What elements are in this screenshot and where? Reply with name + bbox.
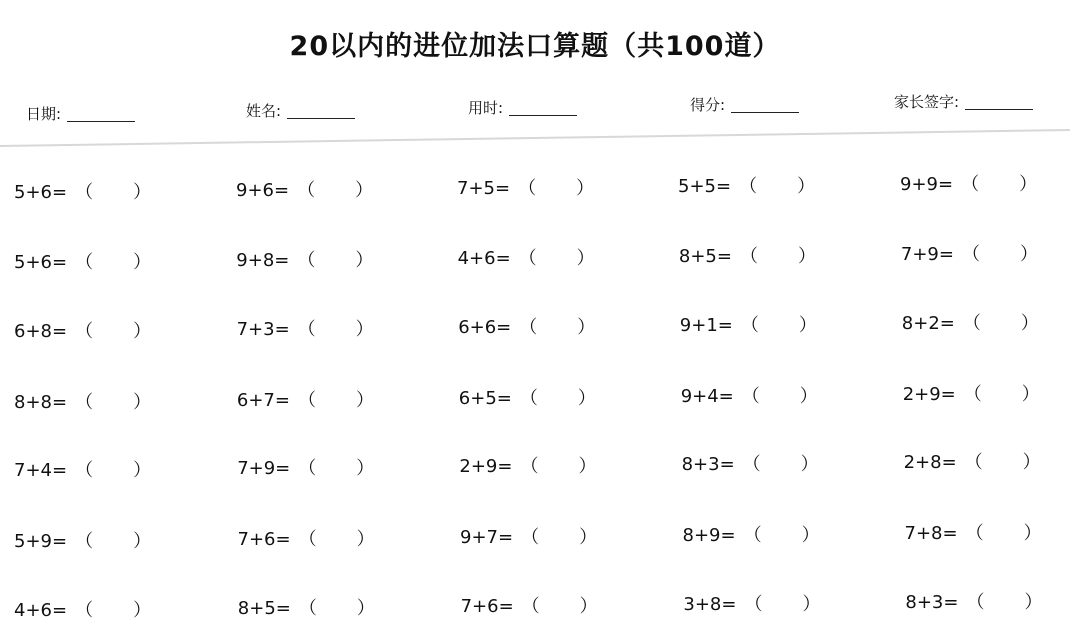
problem-expression: 8+3=: [905, 592, 959, 613]
problem-expression: 7+8=: [904, 523, 958, 544]
answer-paren-open[interactable]: （: [964, 452, 983, 473]
answer-paren-close: ）: [1024, 592, 1043, 613]
problem-expression: 5+9=: [14, 531, 68, 552]
problem-expression: 9+1=: [679, 315, 733, 336]
time-used-label: 用时:: [468, 99, 504, 117]
answer-paren-open[interactable]: （: [518, 248, 537, 269]
answer-paren-close: ）: [1020, 313, 1039, 334]
page-title: 20以内的进位加法口算题（共100道）: [289, 31, 781, 62]
answer-paren-open[interactable]: （: [740, 315, 759, 336]
problem-expression: 7+3=: [236, 319, 290, 340]
answer-paren-open[interactable]: （: [965, 523, 984, 544]
problem-item: [682, 450, 819, 476]
problem-item: [678, 172, 815, 198]
problem-expression: 4+6=: [457, 248, 511, 269]
problem-item: [457, 174, 594, 200]
answer-paren-close: ）: [133, 460, 152, 481]
problem-item: [904, 448, 1041, 474]
problem-item: [14, 596, 151, 622]
answer-paren-open[interactable]: （: [297, 250, 316, 271]
parent-signature-blank[interactable]: [965, 109, 1033, 110]
score-label: 得分:: [690, 96, 726, 114]
problem-item: [236, 176, 373, 202]
date-field: [26, 103, 135, 124]
answer-paren-open[interactable]: （: [519, 388, 538, 409]
problem-expression: 8+9=: [682, 525, 736, 546]
answer-paren-open[interactable]: （: [75, 460, 94, 481]
answer-paren-close: ）: [797, 246, 816, 267]
problem-expression: 8+5=: [237, 598, 291, 619]
answer-paren-open[interactable]: （: [75, 531, 94, 552]
time-used-field: [468, 97, 577, 118]
problem-expression: 6+6=: [458, 317, 512, 338]
problem-item: [905, 519, 1042, 545]
problem-expression: 8+3=: [681, 454, 735, 475]
problem-item: [236, 246, 373, 272]
answer-paren-close: ）: [800, 454, 819, 475]
answer-paren-close: ）: [801, 525, 820, 546]
answer-paren-close: ）: [356, 598, 375, 619]
answer-paren-open[interactable]: （: [743, 525, 762, 546]
problem-item: [14, 317, 151, 343]
problem-expression: 2+9=: [459, 456, 513, 477]
problem-item: [681, 382, 818, 408]
answer-paren-open[interactable]: （: [744, 594, 763, 615]
problem-expression: 9+9=: [900, 174, 954, 195]
answer-paren-close: ）: [355, 250, 374, 271]
problem-expression: 5+6=: [14, 252, 68, 273]
name-field: [246, 100, 355, 121]
problem-expression: 7+5=: [457, 178, 511, 199]
answer-paren-close: ）: [576, 178, 595, 199]
answer-paren-close: ）: [1019, 174, 1038, 195]
answer-paren-open[interactable]: （: [297, 319, 316, 340]
problem-expression: 9+7=: [460, 527, 514, 548]
problem-item: [900, 170, 1037, 196]
problem-expression: 3+8=: [683, 594, 737, 615]
answer-paren-open[interactable]: （: [521, 527, 540, 548]
answer-paren-close: ）: [133, 182, 152, 203]
parent-signature-label: 家长签字:: [894, 93, 960, 111]
problem-item: [683, 590, 820, 616]
answer-paren-open[interactable]: （: [520, 456, 539, 477]
answer-paren-close: ）: [133, 321, 152, 342]
answer-paren-close: ）: [355, 180, 374, 201]
problem-item: [903, 380, 1040, 406]
answer-paren-close: ）: [798, 315, 817, 336]
problem-expression: 8+2=: [901, 313, 955, 334]
answer-paren-open[interactable]: （: [742, 454, 761, 475]
answer-paren-open[interactable]: （: [519, 317, 538, 338]
problem-item: [458, 244, 595, 270]
answer-paren-open[interactable]: （: [75, 182, 94, 203]
answer-paren-open[interactable]: （: [963, 384, 982, 405]
problem-expression: 6+7=: [236, 390, 290, 411]
problem-expression: 9+8=: [236, 250, 290, 271]
date-label: 日期:: [26, 105, 62, 123]
answer-paren-open[interactable]: （: [518, 178, 537, 199]
answer-paren-close: ）: [1021, 384, 1040, 405]
answer-paren-open[interactable]: （: [961, 244, 980, 265]
problem-expression: 5+6=: [14, 182, 68, 203]
answer-paren-close: ）: [578, 456, 597, 477]
problem-item: [14, 178, 151, 204]
problem-expression: 9+6=: [236, 180, 290, 201]
problem-expression: 7+4=: [14, 460, 68, 481]
problem-item: [461, 592, 598, 618]
problem-expression: 8+8=: [14, 392, 68, 413]
answer-paren-close: ）: [356, 529, 375, 550]
problem-expression: 9+4=: [680, 386, 734, 407]
answer-paren-open[interactable]: （: [739, 246, 758, 267]
answer-paren-open[interactable]: （: [741, 386, 760, 407]
problem-item: [14, 527, 151, 553]
problem-item: [14, 248, 151, 274]
problem-item: [14, 456, 151, 482]
answer-paren-close: ）: [802, 594, 821, 615]
problem-item: [458, 313, 595, 339]
header-divider: [0, 128, 1070, 150]
answer-paren-open[interactable]: （: [298, 529, 317, 550]
problem-expression: 7+9=: [237, 458, 291, 479]
problem-item: [901, 240, 1038, 266]
problem-expression: 6+8=: [14, 321, 68, 342]
problem-item: [460, 523, 597, 549]
problem-expression: 7+6=: [237, 529, 291, 550]
answer-paren-close: ）: [133, 252, 152, 273]
answer-paren-close: ）: [133, 600, 152, 621]
answer-paren-close: ）: [355, 319, 374, 340]
answer-paren-close: ）: [356, 458, 375, 479]
problem-item: [237, 315, 374, 341]
answer-paren-close: ）: [577, 317, 596, 338]
problem-expression: 7+6=: [460, 596, 514, 617]
answer-paren-open[interactable]: （: [297, 390, 316, 411]
problem-item: [679, 242, 816, 268]
problem-item: [14, 388, 151, 414]
problem-expression: 4+6=: [14, 600, 68, 621]
score-field: [690, 94, 799, 115]
date-blank[interactable]: [67, 121, 135, 122]
answer-paren-open[interactable]: （: [298, 598, 317, 619]
problem-item: [238, 594, 375, 620]
answer-paren-open[interactable]: （: [739, 176, 758, 197]
answer-paren-close: ）: [577, 388, 596, 409]
time-used-blank[interactable]: [509, 115, 577, 116]
answer-paren-close: ）: [1022, 452, 1041, 473]
answer-paren-close: ）: [133, 531, 152, 552]
problem-item: [459, 384, 596, 410]
problem-expression: 8+5=: [678, 246, 732, 267]
answer-paren-close: ）: [576, 248, 595, 269]
problem-expression: 2+8=: [903, 452, 957, 473]
answer-paren-close: ）: [579, 527, 598, 548]
answer-paren-open[interactable]: （: [75, 392, 94, 413]
answer-paren-close: ）: [799, 386, 818, 407]
answer-paren-open[interactable]: （: [297, 180, 316, 201]
problem-item: [459, 452, 596, 478]
problem-item: [683, 521, 820, 547]
answer-paren-open[interactable]: （: [75, 321, 94, 342]
answer-paren-open[interactable]: （: [75, 252, 94, 273]
answer-paren-open[interactable]: （: [521, 596, 540, 617]
problem-expression: 6+5=: [458, 388, 512, 409]
score-blank[interactable]: [731, 112, 799, 113]
problem-item: [905, 588, 1042, 614]
answer-paren-close: ）: [133, 392, 152, 413]
problem-item: [680, 311, 817, 337]
problem-expression: 5+5=: [678, 176, 732, 197]
answer-paren-close: ）: [355, 390, 374, 411]
problem-expression: 2+9=: [902, 384, 956, 405]
answer-paren-close: ）: [1023, 523, 1042, 544]
answer-paren-close: ）: [797, 176, 816, 197]
problem-item: [237, 454, 374, 480]
answer-paren-open[interactable]: （: [966, 592, 985, 613]
problem-expression: 7+9=: [900, 244, 954, 265]
answer-paren-open[interactable]: （: [961, 174, 980, 195]
answer-paren-close: ）: [579, 596, 598, 617]
answer-paren-open[interactable]: （: [75, 600, 94, 621]
problem-item: [237, 386, 374, 412]
problem-item: [902, 309, 1039, 335]
parent-signature-field: [894, 91, 1033, 112]
answer-paren-close: ）: [1019, 244, 1038, 265]
answer-paren-open[interactable]: （: [298, 458, 317, 479]
answer-paren-open[interactable]: （: [962, 313, 981, 334]
name-blank[interactable]: [287, 118, 355, 119]
problem-item: [238, 525, 375, 551]
name-label: 姓名:: [246, 102, 282, 120]
